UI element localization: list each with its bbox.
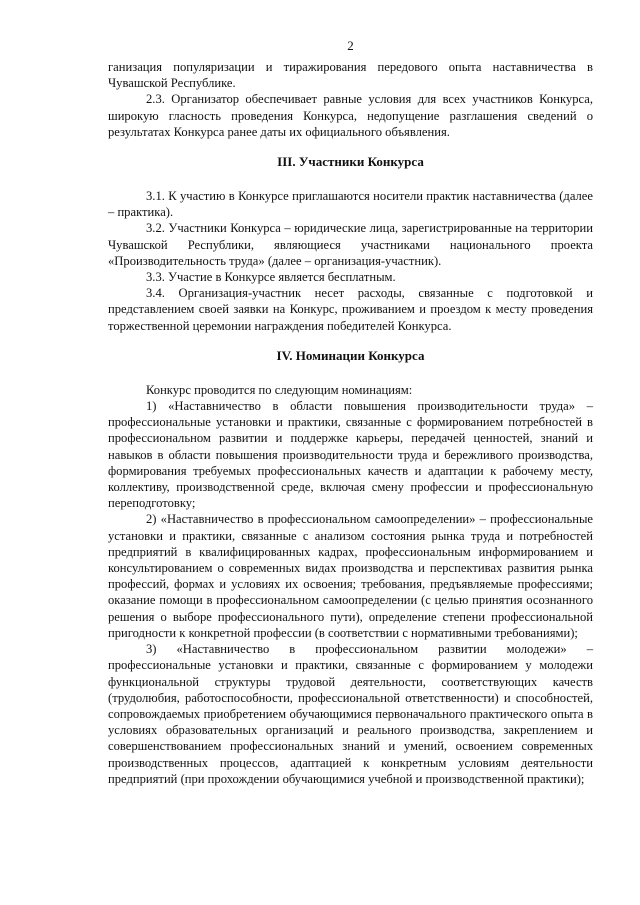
paragraph-3-4: 3.4. Организация-участник несет расходы, связанные с подготовкой и представлением своей заявки на Конкурс, проживанием и проездом к месту проведения торжественной церемонии награждения победителей Конкурса. [108,286,593,333]
paragraph-nominations-intro: Конкурс проводится по следующим номинациям: [146,382,413,397]
paragraph-nomination-2: 2) «Наставничество в профессиональном самоопределении» – профессиональные установки и практики, связанные с анализом состояния рынка труда и потребностей предприятий в квалифицированных кадрах, профессиональным информированием и консультированием о современных видах производства и перспективах развития рынка профессий, формах и условиях их освоения; требования, предъявляемые профессиями; оказание помощи в профессиональном самоопределении (с целью принятия осознанного решения о выборе профессионального пути), определение степени профессиональной пригодности к конкретной профессии (в соответствии с нормативными требованиями); [108,512,593,640]
page-number: 2 [347,38,354,53]
paragraph-nomination-3: 3) «Наставничество в профессиональном развитии молодежи» – профессиональные установки и практики, связанные с формированием у молодежи функциональной структуры трудовой деятельности, соответствующих качеств (трудолюбия, работоспособности, профессиональной ответственности) и способностей, сопровождаемых приобретением обучающимися первоначального практического опыта в условиях образовательных организаций и реального производства, закреплением и совершенствованием профессиональных знаний и умений, освоением современных производственных процессов, адаптацией к конкретным условиям деятельности предприятий (при прохождении обучающимися учебной и производственной практики); [108,642,593,786]
paragraph-2-3: 2.3. Организатор обеспечивает равные условия для всех участников Конкурса, широкую гласность проведения Конкурса, недопущение разглашения сведений о результатах Конкурса ранее даты их официального объявления. [108,92,593,139]
section-heading-participants: III. Участники Конкурса [277,154,424,170]
paragraph-3-3: 3.3. Участие в Конкурсе является бесплатным. [146,270,396,285]
paragraph-3-2: 3.2. Участники Конкурса – юридические лица, зарегистрированные на территории Чувашской Республики, являющиеся участниками национального проекта «Производительность труда» (далее – организация-участник). [108,221,593,268]
paragraph-nomination-1: 1) «Наставничество в области повышения производительности труда» – профессиональные установки и практики, связанные с формированием потребностей в профессиональном развитии и поддержке карьеры, передачей ценностей, знаний и навыков в области повышения производительности труда и бережливого производства, формирования требуемых профессиональных качеств и адаптации к рабочему месту, коллективу, производственной среде, включая смену профессии и профессиональную переподготовку; [108,399,593,511]
paragraph-continuation: ганизация популяризации и тиражирования передового опыта наставничества в Чувашской Республике. [108,60,593,91]
paragraph-3-1: 3.1. К участию в Конкурсе приглашаются носители практик наставничества (далее – практика). [108,189,593,220]
section-heading-nominations: IV. Номинации Конкурса [276,347,425,363]
